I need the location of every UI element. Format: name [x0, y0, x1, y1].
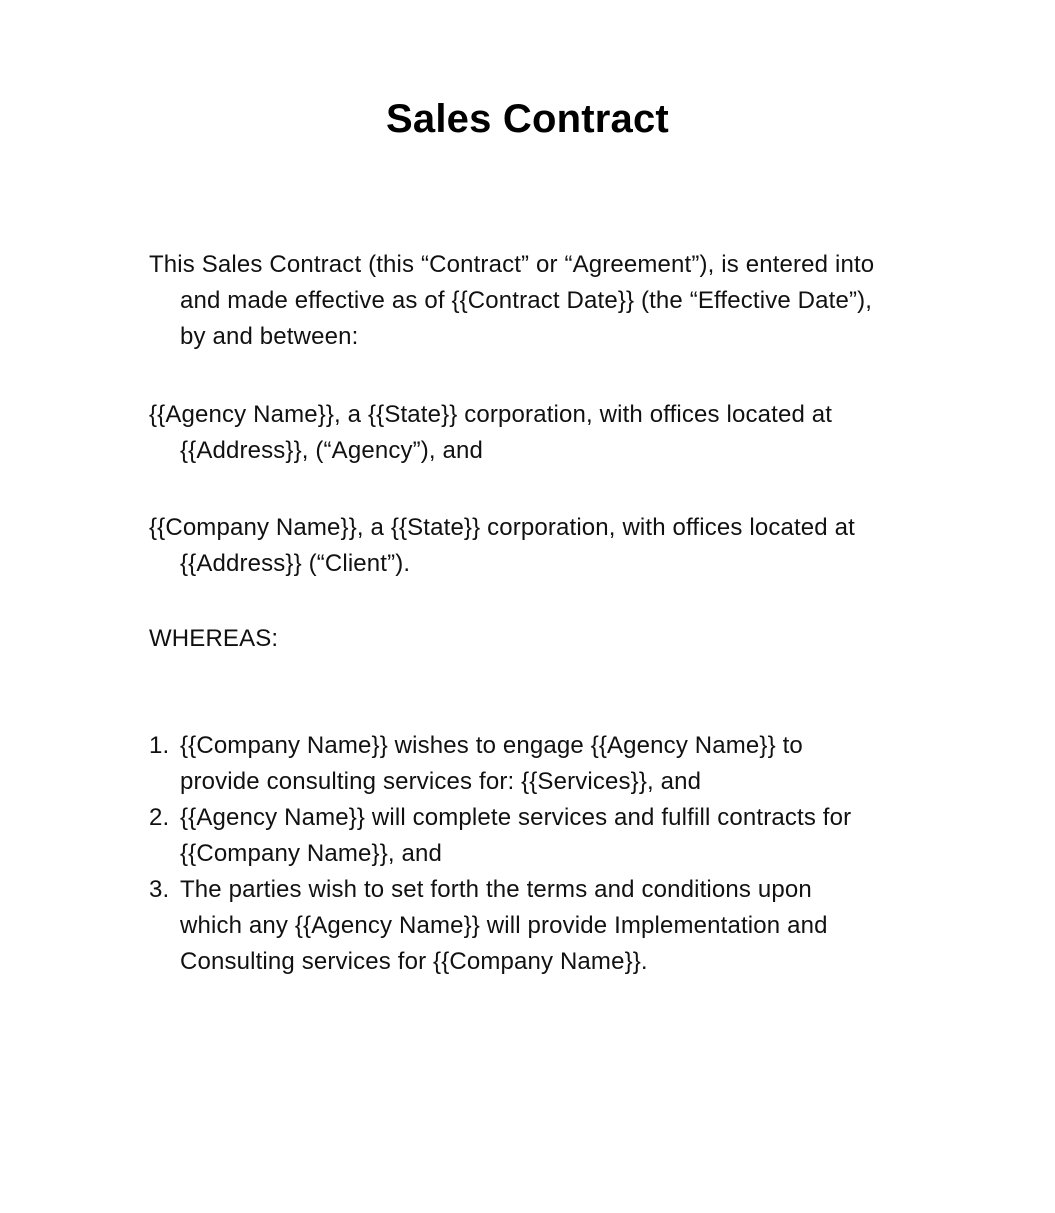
agency-party-paragraph — [149, 397, 949, 469]
intro-line-3: by and between: — [180, 323, 359, 350]
list-item-line: Consulting services for {{Company Name}}. — [180, 948, 648, 975]
client-party-line-1: {{Company Name}}, a {{State}} corporation, with offices located at — [149, 514, 855, 541]
list-item-line: {{Company Name}}, and — [180, 840, 442, 867]
list-item — [149, 800, 949, 872]
agency-party-line-2: {{Address}}, (“Agency”), and — [180, 437, 484, 464]
list-item-line: {{Agency Name}} will complete services and fulfill contracts for — [180, 804, 852, 831]
intro-line-1: This Sales Contract (this “Contract” or “Agreement”), is entered into — [149, 251, 875, 278]
list-item-line: which any {{Agency Name}} will provide Implementation and — [180, 912, 828, 939]
list-item-number: 2. — [149, 804, 170, 831]
list-item-line: The parties wish to set forth the terms and conditions upon — [180, 876, 812, 903]
recitals-list — [149, 728, 949, 980]
whereas-heading — [149, 621, 949, 657]
list-item — [149, 728, 949, 800]
intro-paragraph — [149, 247, 949, 355]
list-item-number: 3. — [149, 876, 170, 903]
list-item — [149, 872, 949, 980]
client-party-paragraph — [149, 510, 949, 582]
list-item-number: 1. — [149, 732, 170, 759]
agency-party-line-1: {{Agency Name}}, a {{State}} corporation, with offices located at — [149, 401, 833, 428]
list-item-line: provide consulting services for: {{Services}}, and — [180, 768, 702, 795]
list-item-line: {{Company Name}} wishes to engage {{Agency Name}} to — [180, 732, 803, 759]
intro-line-2: and made effective as of {{Contract Date}} (the “Effective Date”), — [180, 287, 873, 314]
document-title: Sales Contract — [386, 97, 669, 141]
whereas-heading-text: WHEREAS: — [149, 625, 279, 652]
client-party-line-2: {{Address}} (“Client”). — [180, 550, 411, 577]
